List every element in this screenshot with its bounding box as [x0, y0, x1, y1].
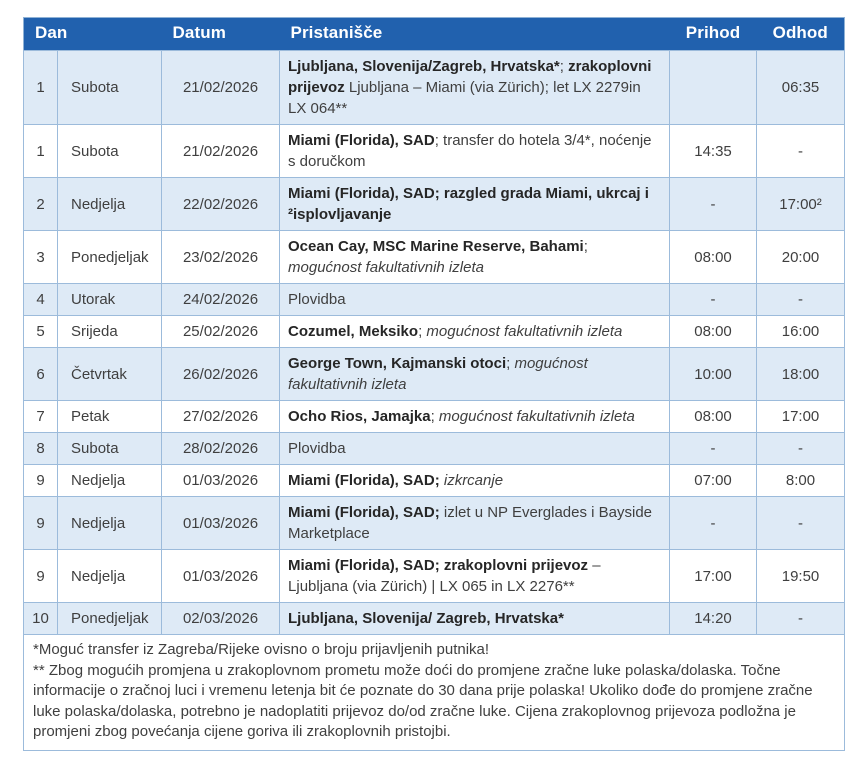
departure-cell: -: [757, 603, 845, 635]
column-header-port: Pristanišče: [280, 18, 670, 51]
port-cell: [280, 348, 670, 401]
footnote-transfer: *Moguć transfer iz Zagreba/Rijeke ovisno o broju prijavljenih putnika!: [33, 641, 490, 658]
port-cell: [280, 178, 670, 231]
date-cell: 27/02/2026: [162, 401, 280, 433]
footnote-flight-changes: ** Zbog mogućih promjena u zrakoplovnom prometu može doći do promjene zračne luke polaska/dolaska. Točne informacije o zračnoj luci i vremenu letenja bit će poznate do 30 dana prije polaska! Ukoliko dođe do promjene zračne luke polaska/dolaska, potrebno je nadoplatiti prijevoz do/od zračne luke. Cijena zrakoplovnog prijevoza podložna je promjeni zbog povećanja cijene goriva ili zrakoplovnih pristojbi.: [33, 661, 813, 740]
table-row: [24, 231, 845, 284]
departure-cell: 17:00²: [757, 178, 845, 231]
date-cell: 28/02/2026: [162, 433, 280, 465]
departure-cell: 06:35: [757, 51, 845, 125]
day-number-cell: 3: [24, 231, 58, 284]
column-header-date: Datum: [162, 18, 280, 51]
day-number-cell: 2: [24, 178, 58, 231]
port-text-segment: Miami (Florida), SAD;: [288, 472, 440, 489]
day-number-cell: 8: [24, 433, 58, 465]
date-cell: 02/03/2026: [162, 603, 280, 635]
day-number-cell: 6: [24, 348, 58, 401]
departure-cell: -: [757, 433, 845, 465]
arrival-cell: 08:00: [670, 401, 757, 433]
departure-cell: 20:00: [757, 231, 845, 284]
departure-cell: 16:00: [757, 316, 845, 348]
itinerary-table: [23, 17, 845, 751]
weekday-cell: Nedjelja: [58, 550, 162, 603]
day-number-cell: 1: [24, 125, 58, 178]
port-text-segment: mogućnost fakultativnih izleta: [426, 323, 623, 340]
port-text-segment: Miami (Florida), SAD: [288, 132, 435, 149]
port-text-segment: – Ljubljana (via Zürich) | LX 065 in LX 2276**: [288, 557, 601, 595]
day-number-cell: 10: [24, 603, 58, 635]
departure-cell: 8:00: [757, 465, 845, 497]
port-cell: [280, 401, 670, 433]
port-cell: [280, 497, 670, 550]
port-text-segment: ;: [418, 323, 427, 340]
departure-cell: 17:00: [757, 401, 845, 433]
port-text-segment: Ocean Cay, MSC Marine Reserve, Bahami: [288, 238, 584, 255]
departure-cell: -: [757, 125, 845, 178]
port-cell: [280, 284, 670, 316]
port-text-segment: Miami (Florida), SAD; zrakoplovni prijevoz: [288, 557, 589, 574]
arrival-cell: 14:35: [670, 125, 757, 178]
day-number-cell: 9: [24, 465, 58, 497]
port-text-segment: izlet u NP Everglades i Bayside Marketplace: [288, 504, 653, 542]
port-cell: [280, 125, 670, 178]
day-number-cell: 5: [24, 316, 58, 348]
table-row: [24, 348, 845, 401]
date-cell: 01/03/2026: [162, 465, 280, 497]
port-text-segment: Plovidba: [288, 440, 346, 457]
weekday-cell: Srijeda: [58, 316, 162, 348]
table-row: [24, 51, 845, 125]
port-text-segment: Miami (Florida), SAD;: [288, 504, 440, 521]
weekday-cell: Subota: [58, 125, 162, 178]
port-cell: [280, 465, 670, 497]
port-text-segment: mogućnost fakultativnih izleta: [288, 259, 484, 276]
date-cell: 21/02/2026: [162, 51, 280, 125]
port-text-segment: Ljubljana, Slovenija/Zagreb, Hrvatska*: [288, 58, 560, 75]
port-cell: [280, 51, 670, 125]
port-text-segment: ;: [506, 355, 515, 372]
weekday-cell: Četvrtak: [58, 348, 162, 401]
weekday-cell: Nedjelja: [58, 465, 162, 497]
weekday-cell: Subota: [58, 51, 162, 125]
weekday-cell: Petak: [58, 401, 162, 433]
arrival-cell: -: [670, 433, 757, 465]
weekday-cell: Nedjelja: [58, 497, 162, 550]
table-row: [24, 125, 845, 178]
table-header: [24, 18, 845, 51]
departure-cell: 18:00: [757, 348, 845, 401]
arrival-cell: 07:00: [670, 465, 757, 497]
arrival-cell: 10:00: [670, 348, 757, 401]
port-text-segment: izkrcanje: [443, 472, 504, 489]
port-text-segment: ;: [583, 238, 588, 255]
column-header-day: Dan: [24, 18, 162, 51]
table-row: [24, 316, 845, 348]
date-cell: 21/02/2026: [162, 125, 280, 178]
port-cell: [280, 316, 670, 348]
arrival-cell: 14:20: [670, 603, 757, 635]
arrival-cell: 08:00: [670, 316, 757, 348]
port-text-segment: Plovidba: [288, 291, 346, 308]
day-number-cell: 7: [24, 401, 58, 433]
weekday-cell: Ponedjeljak: [58, 231, 162, 284]
departure-cell: -: [757, 284, 845, 316]
port-text-segment: ; transfer do hotela 3/4*, noćenje s doručkom: [288, 132, 652, 170]
table-footer: [24, 635, 845, 751]
arrival-cell: -: [670, 284, 757, 316]
port-text-segment: George Town, Kajmanski otoci: [288, 355, 507, 372]
weekday-cell: Ponedjeljak: [58, 603, 162, 635]
table-row: [24, 465, 845, 497]
departure-cell: -: [757, 497, 845, 550]
day-number-cell: 9: [24, 497, 58, 550]
port-text-segment: zrakoplovni prijevoz: [288, 58, 652, 96]
arrival-cell: -: [670, 178, 757, 231]
column-header-departure: Odhod: [757, 18, 845, 51]
date-cell: 24/02/2026: [162, 284, 280, 316]
port-cell: [280, 433, 670, 465]
port-cell: [280, 231, 670, 284]
port-text-segment: Miami (Florida), SAD; razgled grada Miami, ukrcaj i ²isplovljavanje: [288, 185, 649, 223]
column-header-arrival: Prihod: [670, 18, 757, 51]
itinerary-body: [24, 51, 845, 635]
port-text-segment: Ljubljana, Slovenija/ Zagreb, Hrvatska*: [288, 610, 564, 627]
port-text-segment: ;: [559, 58, 569, 75]
arrival-cell: 17:00: [670, 550, 757, 603]
date-cell: 22/02/2026: [162, 178, 280, 231]
port-text-segment: Ljubljana – Miami (via Zürich); let LX 2279in LX 064**: [288, 79, 641, 117]
arrival-cell: 08:00: [670, 231, 757, 284]
day-number-cell: 4: [24, 284, 58, 316]
port-text-segment: Cozumel, Meksiko: [288, 323, 419, 340]
footnotes-cell: [24, 635, 845, 751]
port-text-segment: mogućnost fakultativnih izleta: [438, 408, 635, 425]
table-row: [24, 550, 845, 603]
port-text-segment: Ocho Rios, Jamajka: [288, 408, 431, 425]
weekday-cell: Nedjelja: [58, 178, 162, 231]
day-number-cell: 1: [24, 51, 58, 125]
table-row: [24, 603, 845, 635]
date-cell: 26/02/2026: [162, 348, 280, 401]
arrival-cell: [670, 51, 757, 125]
table-row: [24, 284, 845, 316]
table-row: [24, 497, 845, 550]
table-row: [24, 433, 845, 465]
port-cell: [280, 603, 670, 635]
table-row: [24, 178, 845, 231]
table-row: [24, 401, 845, 433]
itinerary-table-container: [23, 17, 845, 751]
date-cell: 25/02/2026: [162, 316, 280, 348]
weekday-cell: Utorak: [58, 284, 162, 316]
departure-cell: 19:50: [757, 550, 845, 603]
date-cell: 01/03/2026: [162, 497, 280, 550]
port-text-segment: ;: [430, 408, 439, 425]
arrival-cell: -: [670, 497, 757, 550]
port-cell: [280, 550, 670, 603]
port-text-segment: mogućnost fakultativnih izleta: [288, 355, 588, 393]
weekday-cell: Subota: [58, 433, 162, 465]
date-cell: 23/02/2026: [162, 231, 280, 284]
day-number-cell: 9: [24, 550, 58, 603]
date-cell: 01/03/2026: [162, 550, 280, 603]
